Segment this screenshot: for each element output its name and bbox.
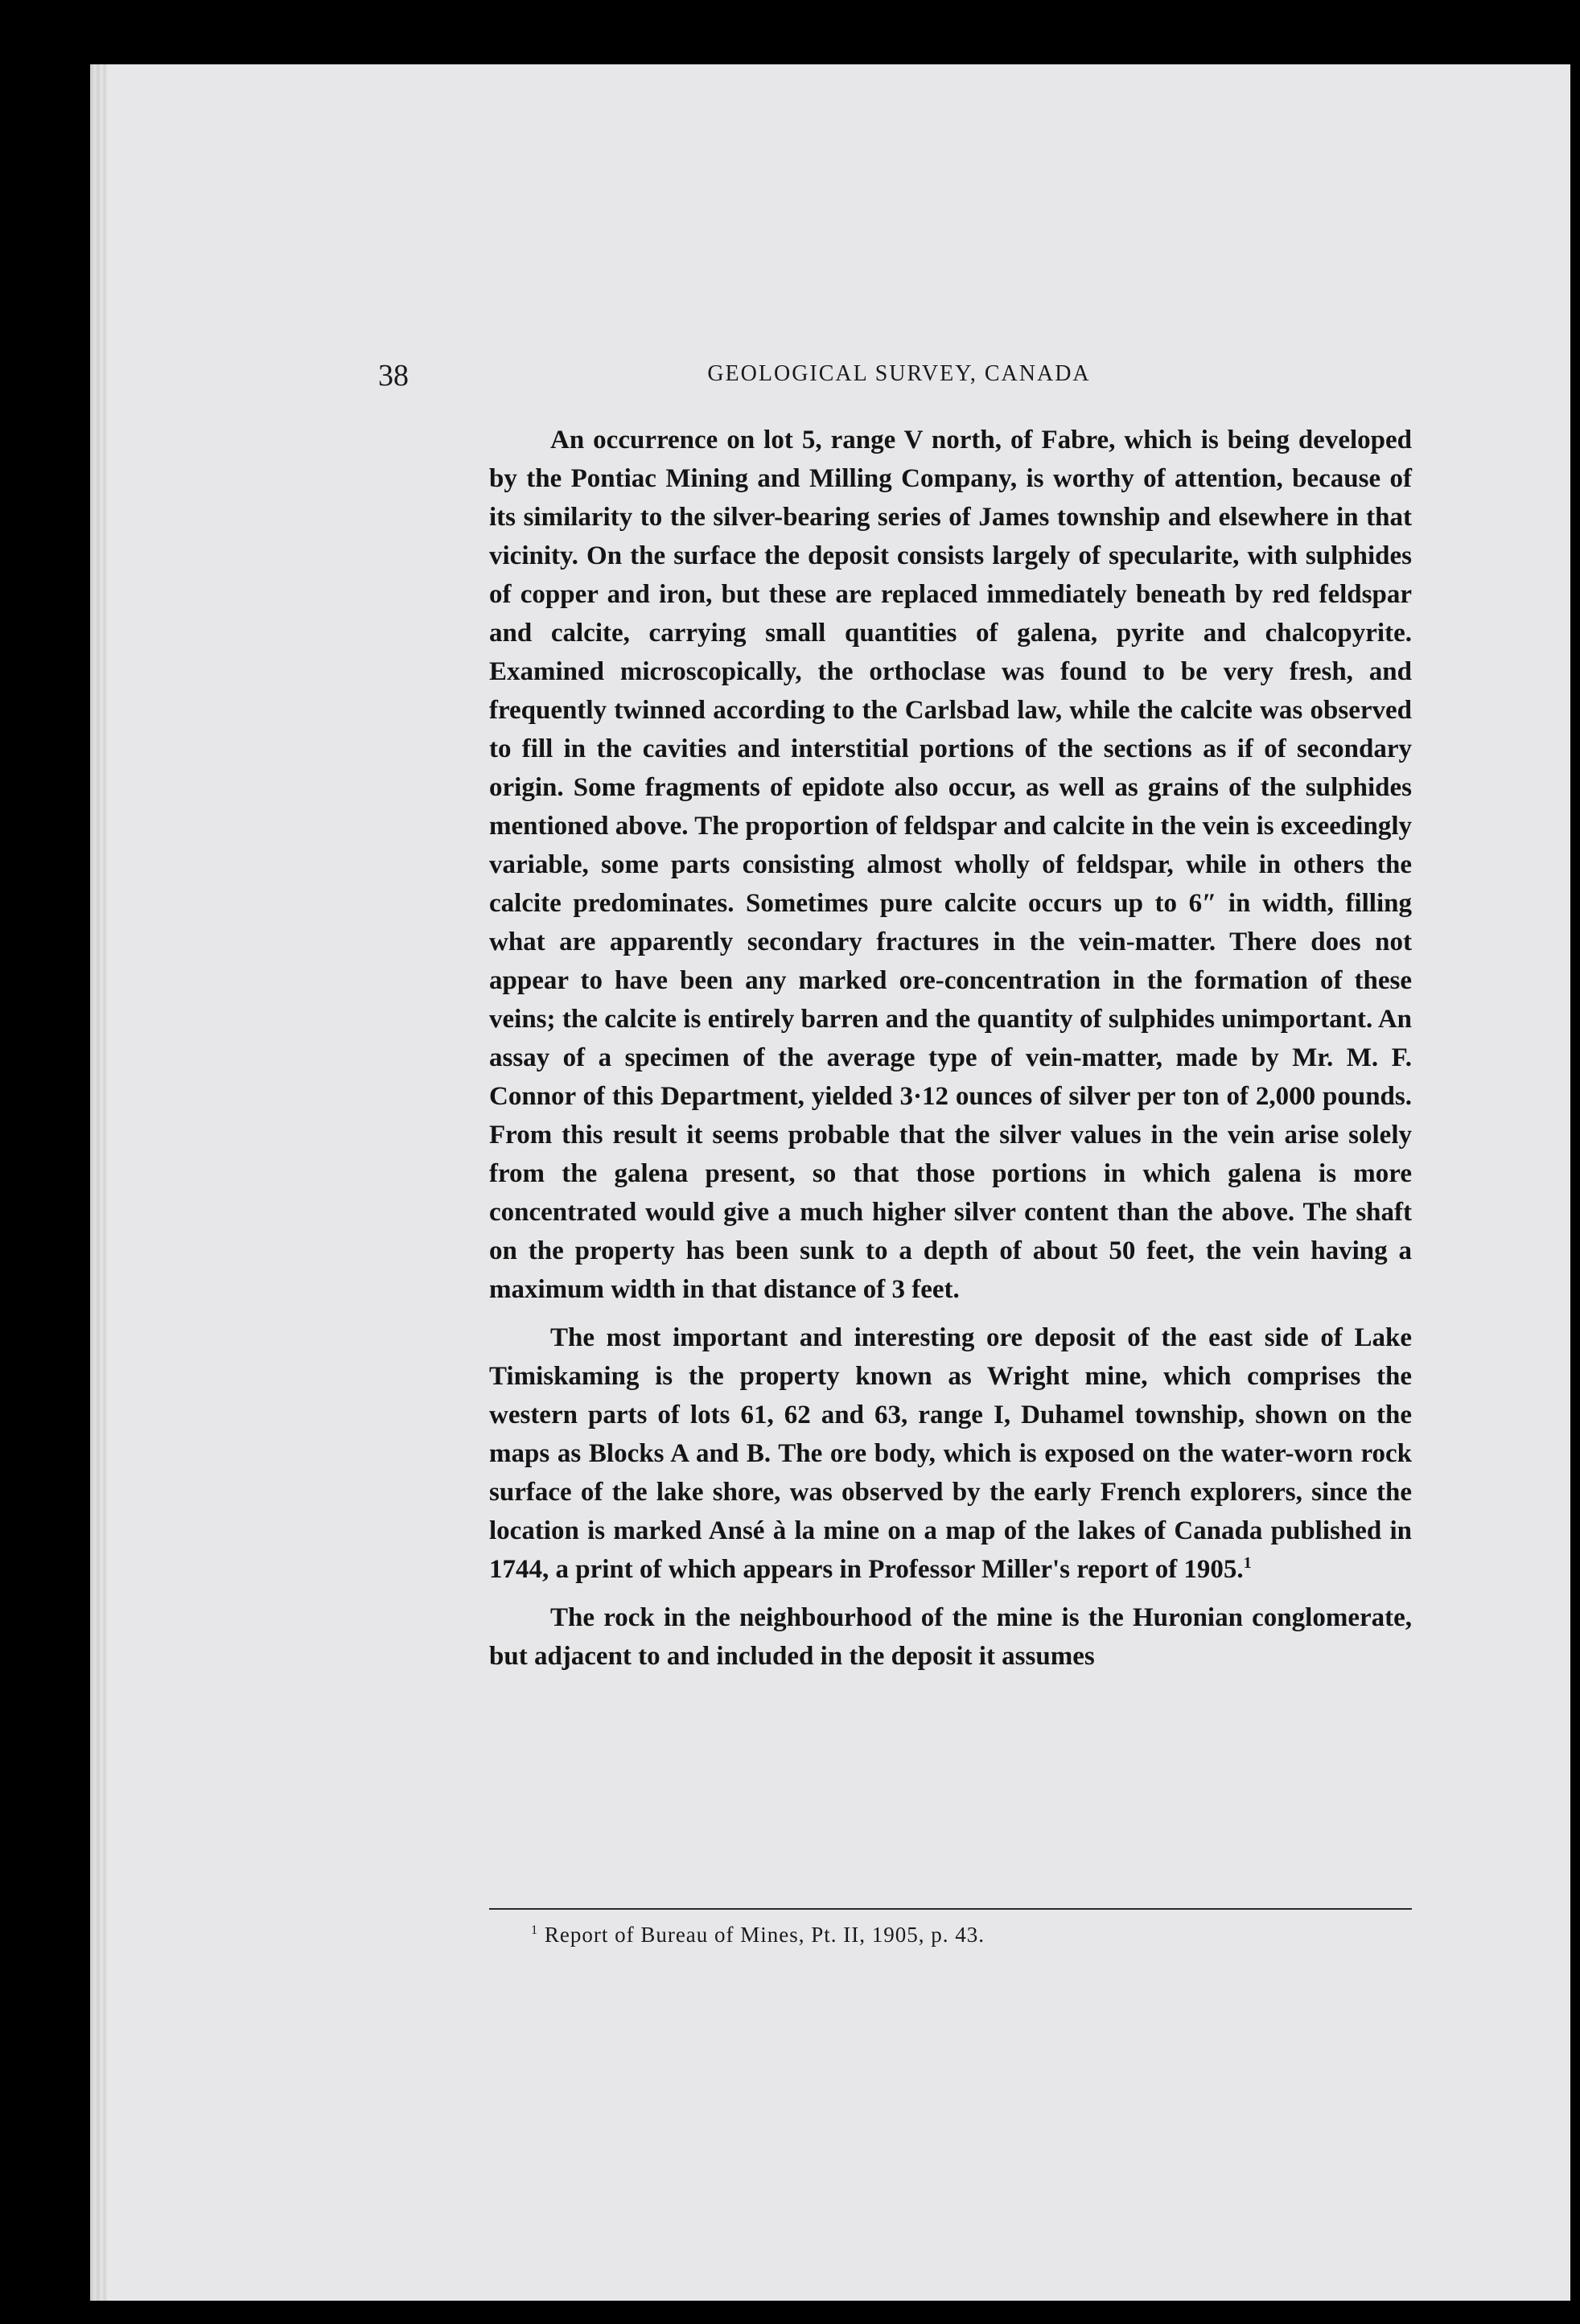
body-text <box>489 421 1412 1685</box>
footnote <box>531 1923 1335 1948</box>
paragraph-fabre-occurrence: An occurrence on lot 5, range V north, of Fabre, which is being developed by the Pontiac Mining and Milling Company, is worthy of attention, because of its similarity to the silver-bearing series of James township and elsewhere in that vicinity. On the surface the deposit consists largely of specularite, with sulphides of copper and iron, but these are replaced immediately beneath by red feldspar and calcite, carrying small quantities of galena, pyrite and chalcopyrite. Examined microscopically, the orthoclase was found to be very fresh, and frequently twinned according to the Carlsbad law, while the calcite was observed to fill in the cavities and interstitial portions of the sections as if of secondary origin. Some fragments of epidote also occur, as well as grains of the sulphides mentioned above. The proportion of feldspar and calcite in the vein is exceedingly variable, some parts consisting almost wholly of feldspar, while in others the calcite predominates. Sometimes pure calcite occurs up to 6″ in width, filling what are apparently secondary fractures in the vein-matter. There does not appear to have been any marked ore-concentration in the formation of these veins; the calcite is entirely barren and the quantity of sulphides unimportant. An assay of a specimen of the average type of vein-matter, made by Mr. M. F. Connor of this Department, yielded 3·12 ounces of silver per ton of 2,000 pounds. From this result it seems probable that the silver values in the vein arise solely from the galena present, so that those portions in which galena is more concentrated would give a much higher silver content than the above. The shaft on the property has been sunk to a depth of about 50 feet, the vein having a maximum width in that distance of 3 feet. <box>489 426 1412 1304</box>
paragraph-wright-mine-text: The most important and interesting ore deposit of the east side of Lake Timiskaming is the property known as Wright mine, which comprises the western parts of lots 61, 62 and 63, range I, Duhamel township, shown on the maps as Blocks A and B. The ore body, which is exposed on the water-worn rock surface of the lake shore, was observed by the early French explorers, since the location is marked Ansé à la mine on a map of the lakes of Canada published in 1744, a print of which appears in Professor Miller's report of 1905. <box>489 1323 1412 1584</box>
paragraph-wright-mine <box>489 1318 1412 1589</box>
page-header <box>378 358 1420 406</box>
footnote-divider <box>489 1908 1412 1910</box>
page-number: 38 <box>378 359 409 393</box>
footnote-reference: 1 <box>1243 1554 1252 1572</box>
paragraph-huronian-rock: The rock in the neighbourhood of the mine is the Huronian conglomerate, but adjacent to and included in the deposit it assumes <box>489 1603 1412 1671</box>
footnote-marker: 1 <box>531 1923 539 1937</box>
running-head: GEOLOGICAL SURVEY, CANADA <box>707 361 1091 386</box>
footnote-text: Report of Bureau of Mines, Pt. II, 1905, p. 43. <box>544 1923 985 1947</box>
